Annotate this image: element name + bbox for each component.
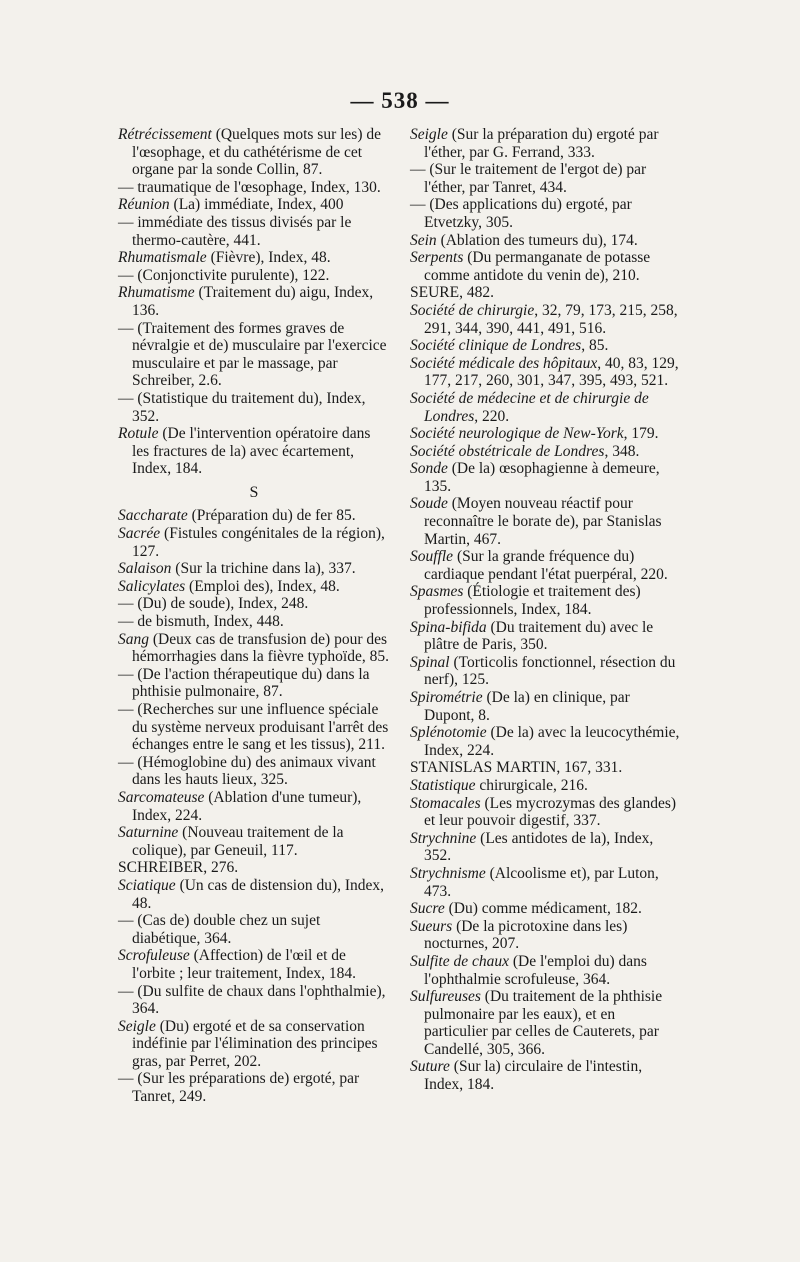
entry-heading: Société de médecine et de chirurgie de Londres <box>410 389 649 425</box>
index-entry <box>410 548 682 583</box>
index-entry <box>410 443 682 461</box>
entry-heading: Souffle <box>410 548 454 566</box>
entry-heading: Société de chirurgie <box>410 301 535 319</box>
entry-heading: Splénotomie <box>410 724 487 742</box>
index-entry <box>118 179 390 197</box>
entry-text: — (Hémoglobine du) des animaux vivant dans les hauts lieux, 325. <box>118 753 376 789</box>
entry-heading: Sueurs <box>410 917 453 935</box>
entry-heading: Sulfite de chaux <box>410 952 509 970</box>
entry-heading: Société médicale des hôpitaux <box>410 354 598 372</box>
entry-heading: Soude <box>410 495 448 513</box>
entry-heading: Rétrécissement <box>118 126 212 143</box>
index-column-right <box>410 126 682 1094</box>
index-entry <box>118 824 390 859</box>
index-entry <box>118 507 390 525</box>
index-entry <box>410 196 682 231</box>
entry-text: , 348. <box>604 442 640 460</box>
page-number: — 538 — <box>350 88 450 113</box>
index-entry <box>118 983 390 1018</box>
entry-heading: Seigle <box>410 126 448 143</box>
index-entry <box>410 302 682 337</box>
entry-text: (De la) avec la leucocythémie, Index, 224. <box>424 724 680 759</box>
index-entry <box>118 126 390 179</box>
entry-text: — (Du) de soude), Index, 248. <box>118 595 309 613</box>
index-entry <box>118 613 390 631</box>
section-letter: S <box>249 483 259 501</box>
entry-text: — (Cas de) double chez un sujet diabétique, 364. <box>118 912 321 947</box>
index-entry <box>410 689 682 724</box>
index-entry <box>410 583 682 618</box>
entry-text: , 85. <box>581 337 609 355</box>
entry-heading: Société neurologique de New-York <box>410 425 624 443</box>
entry-text: , 276. <box>203 859 239 877</box>
entry-heading: Spina-bifida <box>410 618 487 636</box>
entry-text: , 482. <box>459 284 494 302</box>
entry-heading: Sacrée <box>118 525 161 543</box>
entry-text: — (Sur le traitement de l'ergot de) par l'éther, par Tanret, 434. <box>410 161 647 196</box>
index-entry <box>118 947 390 982</box>
entry-heading: Sciatique <box>118 876 176 894</box>
entry-heading: Serpents <box>410 249 464 267</box>
entry-heading: Sonde <box>410 460 448 478</box>
entry-text: (Du permanganate de potasse comme antidote du venin de), 210. <box>424 249 651 284</box>
entry-text: (De l'emploi du) dans l'ophthalmie scrofuleuse, 364. <box>424 952 647 988</box>
entry-text: (Fistules congénitales de la région), 127. <box>132 525 385 560</box>
entry-text: (De la) œsophagienne à demeure, 135. <box>424 460 660 495</box>
index-entry <box>118 666 390 701</box>
index-entry <box>410 126 682 161</box>
entry-heading: Stomacales <box>410 794 481 812</box>
index-entry <box>410 390 682 425</box>
entry-heading: Société obstétricale de Londres <box>410 442 605 460</box>
entry-heading: Strychnisme <box>410 864 486 882</box>
entry-text: (Sur la préparation du) ergoté par l'éther, par G. Ferrand, 333. <box>424 126 659 161</box>
entry-text: , 32, 79, 173, 215, 258, 291, 344, 390, 441, 491, 516. <box>424 301 678 337</box>
entry-text: (Du) comme médicament, 182. <box>444 900 642 918</box>
index-entry <box>410 495 682 548</box>
entry-heading: Seigle <box>118 1017 156 1035</box>
entry-text: (La) immédiate, Index, 400 <box>169 196 344 214</box>
entry-heading: Saturnine <box>118 824 179 842</box>
entry-text: (Ablation des tumeurs du), 174. <box>436 231 638 249</box>
entry-text: (Fièvre), Index, 48. <box>206 249 331 267</box>
entry-text: , 179. <box>623 425 659 443</box>
index-entry <box>410 865 682 900</box>
entry-text: (Ablation d'une tumeur), Index, 224. <box>132 788 362 824</box>
index-entry <box>118 390 390 425</box>
index-entry <box>118 560 390 578</box>
index-entry <box>410 161 682 196</box>
index-entry <box>118 859 390 877</box>
index-entry <box>410 988 682 1058</box>
index-entry <box>410 918 682 953</box>
entry-text: , 167, 331. <box>556 759 623 777</box>
entry-heading: SCHREIBER <box>118 859 204 877</box>
entry-text: (Deux cas de transfusion de) pour des hémorrhagies dans la fièvre typhoïde, 85. <box>132 630 389 666</box>
index-entry <box>118 754 390 789</box>
entry-text: (Sur la trichine dans la), 337. <box>171 560 356 578</box>
entry-text: (Alcoolisme et), par Luton, 473. <box>424 864 659 900</box>
entry-heading: Strychnine <box>410 829 477 847</box>
index-entry <box>118 789 390 824</box>
entry-text: (Du traitement du) avec le plâtre de Paris, 350. <box>424 618 654 654</box>
entry-heading: Rhumatisme <box>118 284 195 302</box>
entry-heading: Sarcomateuse <box>118 788 205 806</box>
entry-text: (Les mycrozymas des glandes) et leur pouvoir digestif, 337. <box>424 794 677 830</box>
index-entry <box>410 425 682 443</box>
index-entry <box>118 196 390 214</box>
entry-text: (Étiologie et traitement des) professionnels, Index, 184. <box>424 583 641 619</box>
entry-text: (Du) ergoté et de sa conservation indéfinie par l'élimination des principes gras, par Perret, 202. <box>132 1017 378 1070</box>
index-entry <box>118 320 390 390</box>
entry-text: (De la) en clinique, par Dupont, 8. <box>424 689 630 724</box>
entry-heading: Scrofuleuse <box>118 947 190 965</box>
entry-text: (Affection) de l'œil et de l'orbite ; leur traitement, Index, 184. <box>132 947 357 982</box>
entry-text: — (Traitement des formes graves de névralgie et de) musculaire par l'exercice musculaire et par le massage, par Schreiber, 2.6. <box>118 319 387 390</box>
index-column-left <box>118 126 390 1106</box>
index-entry <box>410 337 682 355</box>
entry-heading: Statistique <box>410 776 476 794</box>
index-entry <box>118 912 390 947</box>
entry-text: , 40, 83, 129, 177, 217, 260, 301, 347, 395, 493, 521. <box>424 354 679 390</box>
entry-text: — (Recherches sur une influence spéciale du système nerveux produisant l'arrêt des échanges entre le sang et les tissus), 211. <box>118 701 389 754</box>
entry-text: — (Conjonctivite purulente), 122. <box>118 266 330 284</box>
index-entry <box>118 595 390 613</box>
entry-text: — immédiate des tissus divisés par le thermo-cautère, 441. <box>118 213 352 249</box>
entry-text: (Moyen nouveau réactif pour reconnaître le borate de), par Stanislas Martin, 467. <box>424 495 662 548</box>
entry-heading: Suture <box>410 1058 450 1076</box>
entry-heading: Réunion <box>118 196 170 214</box>
entry-heading: SEURE <box>410 284 460 302</box>
index-entry <box>410 724 682 759</box>
entry-heading: STANISLAS MARTIN <box>410 759 557 777</box>
entry-text: — de bismuth, Index, 448. <box>118 613 284 631</box>
index-entry <box>410 284 682 302</box>
entry-text: — traumatique de l'œsophage, Index, 130. <box>118 178 381 196</box>
entry-heading: Société clinique de Londres <box>410 337 582 355</box>
entry-text: (Un cas de distension du), Index, 48. <box>132 876 385 912</box>
entry-text: — (De l'action thérapeutique du) dans la phthisie pulmonaire, 87. <box>118 665 370 701</box>
index-entry <box>410 249 682 284</box>
entry-text: — (Sur les préparations de) ergoté, par Tanret, 249. <box>118 1070 360 1106</box>
index-entry <box>410 654 682 689</box>
index-entry <box>118 631 390 666</box>
index-entry <box>118 877 390 912</box>
index-entry <box>410 830 682 865</box>
entry-heading: Sulfureuses <box>410 988 481 1006</box>
index-entry <box>410 953 682 988</box>
entry-text: — (Des applications du) ergoté, par Etvetzky, 305. <box>410 196 632 231</box>
index-entry <box>410 1058 682 1093</box>
entry-text: (Sur la grande fréquence du) cardiaque pendant l'état puerpéral, 220. <box>424 548 668 583</box>
entry-text: (Emploi des), Index, 48. <box>185 577 340 595</box>
index-entry <box>118 701 390 754</box>
entry-heading: Rotule <box>118 425 159 443</box>
entry-heading: Sein <box>410 231 437 249</box>
entry-heading: Saccharate <box>118 507 188 525</box>
entry-text: (Nouveau traitement de la colique), par Geneuil, 117. <box>132 824 344 859</box>
entry-text: (Sur la) circulaire de l'intestin, Index, 184. <box>424 1058 643 1094</box>
entry-heading: Rhumatismale <box>118 249 207 267</box>
index-entry <box>118 214 390 249</box>
index-entry <box>410 759 682 777</box>
entry-text: (Traitement du) aigu, Index, 136. <box>132 284 374 319</box>
index-entry <box>410 355 682 390</box>
entry-text: (Quelques mots sur les) de l'œsophage, et du cathétérisme de cet organe par la sonde Collin, 87. <box>132 126 382 179</box>
index-entry <box>118 284 390 319</box>
entry-text: (Les antidotes de la), Index, 352. <box>424 829 654 865</box>
index-entry <box>410 232 682 250</box>
index-entry <box>410 777 682 795</box>
entry-text: (Du traitement de la phthisie pulmonaire par les eaux), et en particulier par celles de Cauterets, par Candellé, 305, 366. <box>424 988 663 1058</box>
entry-text: (De la picrotoxine dans les) nocturnes, 207. <box>424 917 628 953</box>
index-entry <box>410 619 682 654</box>
entry-heading: Salicylates <box>118 577 186 595</box>
entry-text: — (Du sulfite de chaux dans l'ophthalmie), 364. <box>118 982 386 1018</box>
entry-text: chirurgicale, 216. <box>475 776 588 794</box>
entry-text: (Préparation du) de fer 85. <box>187 507 356 525</box>
index-entry <box>118 578 390 596</box>
entry-text: (Torticolis fonctionnel, résection du nerf), 125. <box>424 653 676 689</box>
index-entry <box>118 1018 390 1071</box>
index-entry <box>118 249 390 267</box>
index-entry <box>410 795 682 830</box>
index-entry <box>118 525 390 560</box>
index-entry <box>118 267 390 285</box>
entry-heading: Sang <box>118 630 149 648</box>
index-entry <box>118 425 390 478</box>
entry-heading: Spinal <box>410 653 450 671</box>
index-entry <box>118 1070 390 1105</box>
entry-heading: Spirométrie <box>410 689 483 706</box>
entry-text: — (Statistique du traitement du), Index, 352. <box>118 389 366 425</box>
entry-heading: Salaison <box>118 560 172 578</box>
entry-heading: Spasmes <box>410 583 464 601</box>
entry-text: (De l'intervention opératoire dans les fractures de la) avec écartement, Index, 184. <box>132 425 371 478</box>
index-entry <box>410 460 682 495</box>
entry-text: , 220. <box>474 407 510 425</box>
entry-heading: Sucre <box>410 900 445 918</box>
index-entry <box>410 900 682 918</box>
